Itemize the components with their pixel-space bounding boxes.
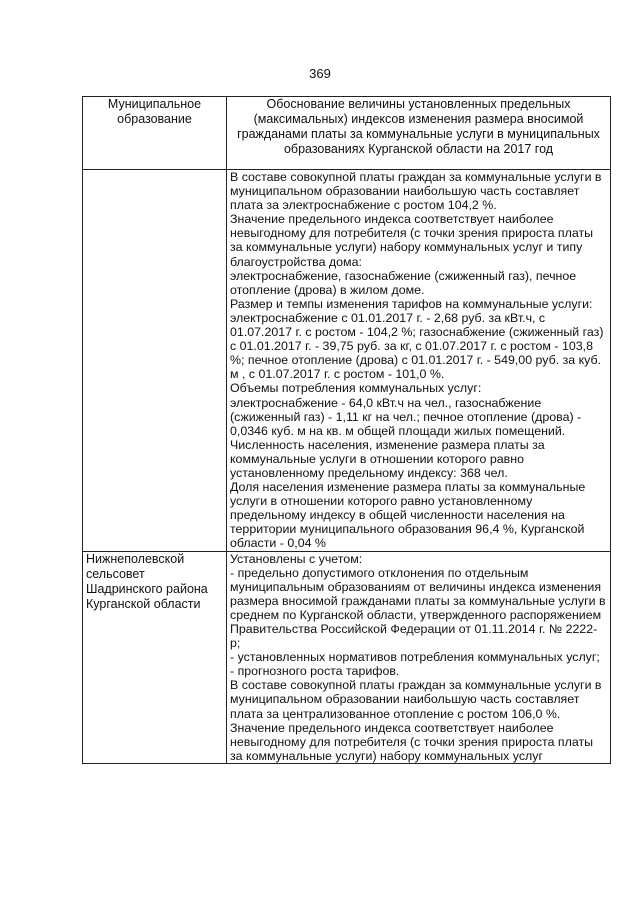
- row2-paragraph: В составе совокупной платы граждан за коммунальные услуги в муниципальном образовании наибольшую часть составляет плата за централизованное отопление с ростом 106,0 %.: [230, 678, 602, 721]
- row1-paragraph: электроснабжение с 01.01.2017 г. - 2,68 руб. за кВт.ч, с 01.07.2017 г. с ростом - 104,2 %; газоснабжение (сжиженный газ) с 01.01.2017 г. - 39,75 руб. за кг, с 01.07.2017 г. с ростом - 103,8 %; печное отопление (дрова) с 01.01.2017 г. - 549,00 руб. за куб. м , с 01.07.2017 г. с ростом - 101,0 %.: [230, 310, 604, 382]
- row1-paragraph: электроснабжение - 64,0 кВт.ч на чел., газоснабжение (сжиженный газ) - 1,11 кг на чел.; печное отопление (дрова) - 0,0346 куб. м на кв. м общей площади жилых помещений.: [230, 395, 582, 438]
- table-row: [83, 551, 611, 763]
- row2-paragraph: Установлены с учетом:: [230, 551, 363, 566]
- row2-paragraph: - установленных нормативов потребления коммунальных услуг;: [230, 650, 600, 665]
- row1-paragraph: Численность населения, изменение размера платы за коммунальные услуги в отношении которого равно установленному предельному индексу: 368 чел.: [230, 437, 545, 480]
- row1-paragraph: Объемы потребления коммунальных услуг:: [230, 381, 482, 396]
- row2-municipality: Нижнеполевской сельсовет Шадринского района Курганской области: [83, 551, 227, 763]
- justification-table: [82, 96, 611, 764]
- row2-paragraph: - предельно допустимого отклонения по отдельным муниципальным образованиям от величины индекса изменения размера вносимой гражданами платы за коммунальные услуги в среднем по Курганской области, утвержденного распоряжением Правительства Российской Федерации от 01.11.2014 г. № 2222-р;: [230, 565, 606, 651]
- row1-paragraph: Значение предельного индекса соответствует наиболее невыгодному для потребителя (с точки зрения прироста платы за коммунальные услуги) набору коммунальных услуг и типу благоустройства дома:: [230, 212, 594, 269]
- header-municipality: Муниципальное образование: [83, 97, 227, 170]
- table-row: [83, 170, 611, 552]
- row2-justification: [227, 551, 611, 763]
- row1-paragraph: Доля населения изменение размера платы за коммунальные услуги в отношении которого равно установленному предельному индексу в общей численности населения на территории муниципального образования 96,4 %, Курганской области - 0,04 %: [230, 480, 586, 551]
- table-header-row: [83, 97, 611, 170]
- row1-paragraph: В составе совокупной платы граждан за коммунальные услуги в муниципальном образовании наибольшую часть составляет плата за электроснабжение с ростом 104,2 %.: [230, 170, 602, 213]
- row1-justification: [227, 170, 611, 552]
- header-justification: Обоснование величины установленных предельных (максимальных) индексов изменения размера вносимой гражданами платы за коммунальные услуги в муниципальных образованиях Курганской области на 2017 год: [227, 97, 611, 170]
- row2-paragraph: - прогнозного роста тарифов.: [230, 664, 400, 679]
- row2-paragraph: Значение предельного индекса соответствует наиболее невыгодному для потребителя (с точки зрения прироста платы за коммунальные услуги) набору коммунальных услуг: [230, 720, 594, 763]
- row1-municipality: [83, 170, 227, 552]
- row1-paragraph: электроснабжение, газоснабжение (сжиженный газ), печное отопление (дрова) в жилом доме.: [230, 268, 577, 297]
- row1-paragraph: Размер и темпы изменения тарифов на коммунальные услуги:: [230, 296, 593, 311]
- page-number: 369: [309, 66, 331, 81]
